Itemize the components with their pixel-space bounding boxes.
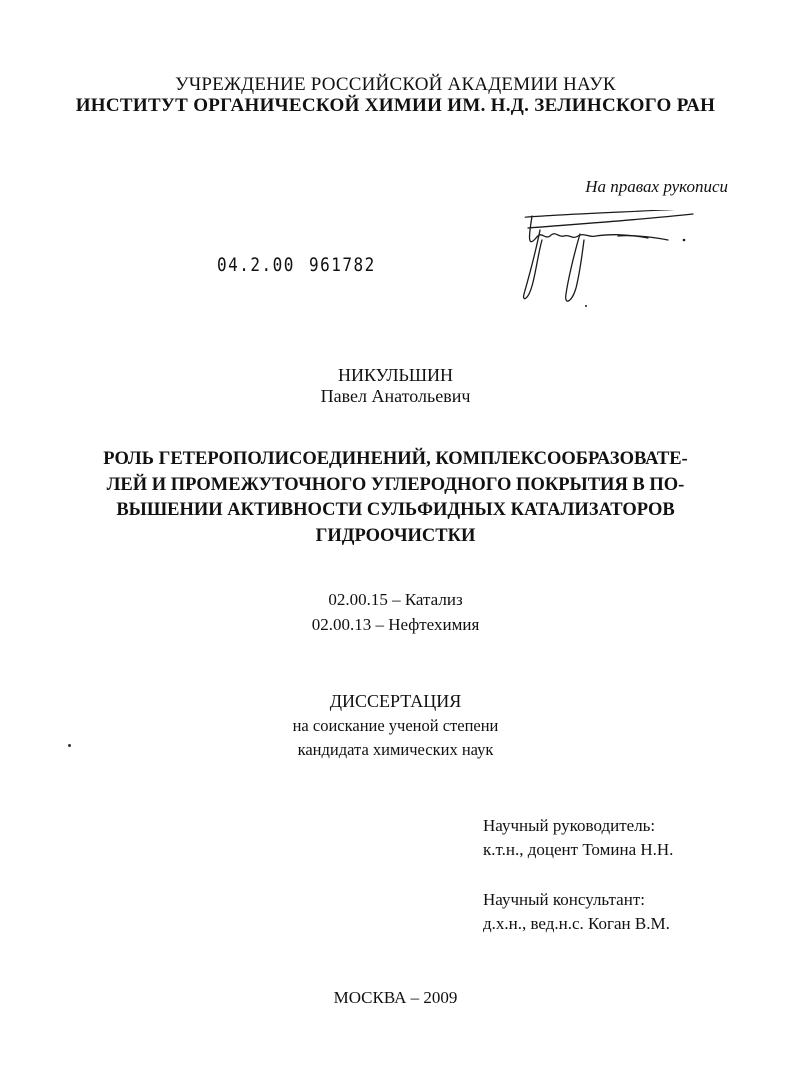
dissertation-title [0, 447, 791, 549]
institution-line-1: УЧРЕЖДЕНИЕ РОССИЙСКОЙ АКАДЕМИИ НАУК [175, 74, 616, 95]
degree-line-1: на соискание ученой степени [292, 716, 499, 735]
title-line: РОЛЬ ГЕТЕРОПОЛИСОЕДИНЕНИЙ, КОМПЛЕКСООБРАЗОВАТЕ- [103, 449, 688, 469]
specialty-catalysis: 02.00.15 – Катализ [328, 590, 463, 609]
author-surname: НИКУЛЬШИН [337, 365, 454, 385]
specialty-petrochemistry: 02.00.13 – Нефтехимия [311, 615, 480, 634]
supervisor-name: к.т.н., доцент Томина Н.Н. [483, 840, 674, 859]
catalog-code-part-1: 04.2.00 [217, 253, 295, 276]
title-line: ЛЕЙ И ПРОМЕЖУТОЧНОГО УГЛЕРОДНОГО ПОКРЫТИЯ В ПО- [106, 474, 685, 495]
degree-line-2: кандидата химических наук [297, 740, 494, 759]
manuscript-rights-note: На правах рукописи [585, 177, 728, 196]
dissertation-label: ДИССЕРТАЦИЯ [329, 691, 462, 711]
catalog-code [217, 254, 376, 276]
consultant-name: д.х.н., вед.н.с. Коган В.М. [483, 914, 670, 933]
scan-speck [68, 744, 71, 747]
catalog-code-part-2: 961782 [308, 253, 376, 276]
consultant-label: Научный консультант: [483, 890, 645, 909]
supervisor-label: Научный руководитель: [483, 816, 656, 835]
author-name-patronymic: Павел Анатольевич [320, 386, 471, 406]
institution-line-2: ИНСТИТУТ ОРГАНИЧЕСКОЙ ХИМИИ ИМ. Н.Д. ЗЕЛИНСКОГО РАН [75, 95, 716, 116]
handwritten-signature [518, 210, 698, 310]
title-line: ГИДРООЧИСТКИ [315, 525, 476, 546]
title-line: ВЫШЕНИИ АКТИВНОСТИ СУЛЬФИДНЫХ КАТАЛИЗАТОРОВ [116, 500, 675, 520]
city-year: МОСКВА – 2009 [333, 988, 458, 1007]
